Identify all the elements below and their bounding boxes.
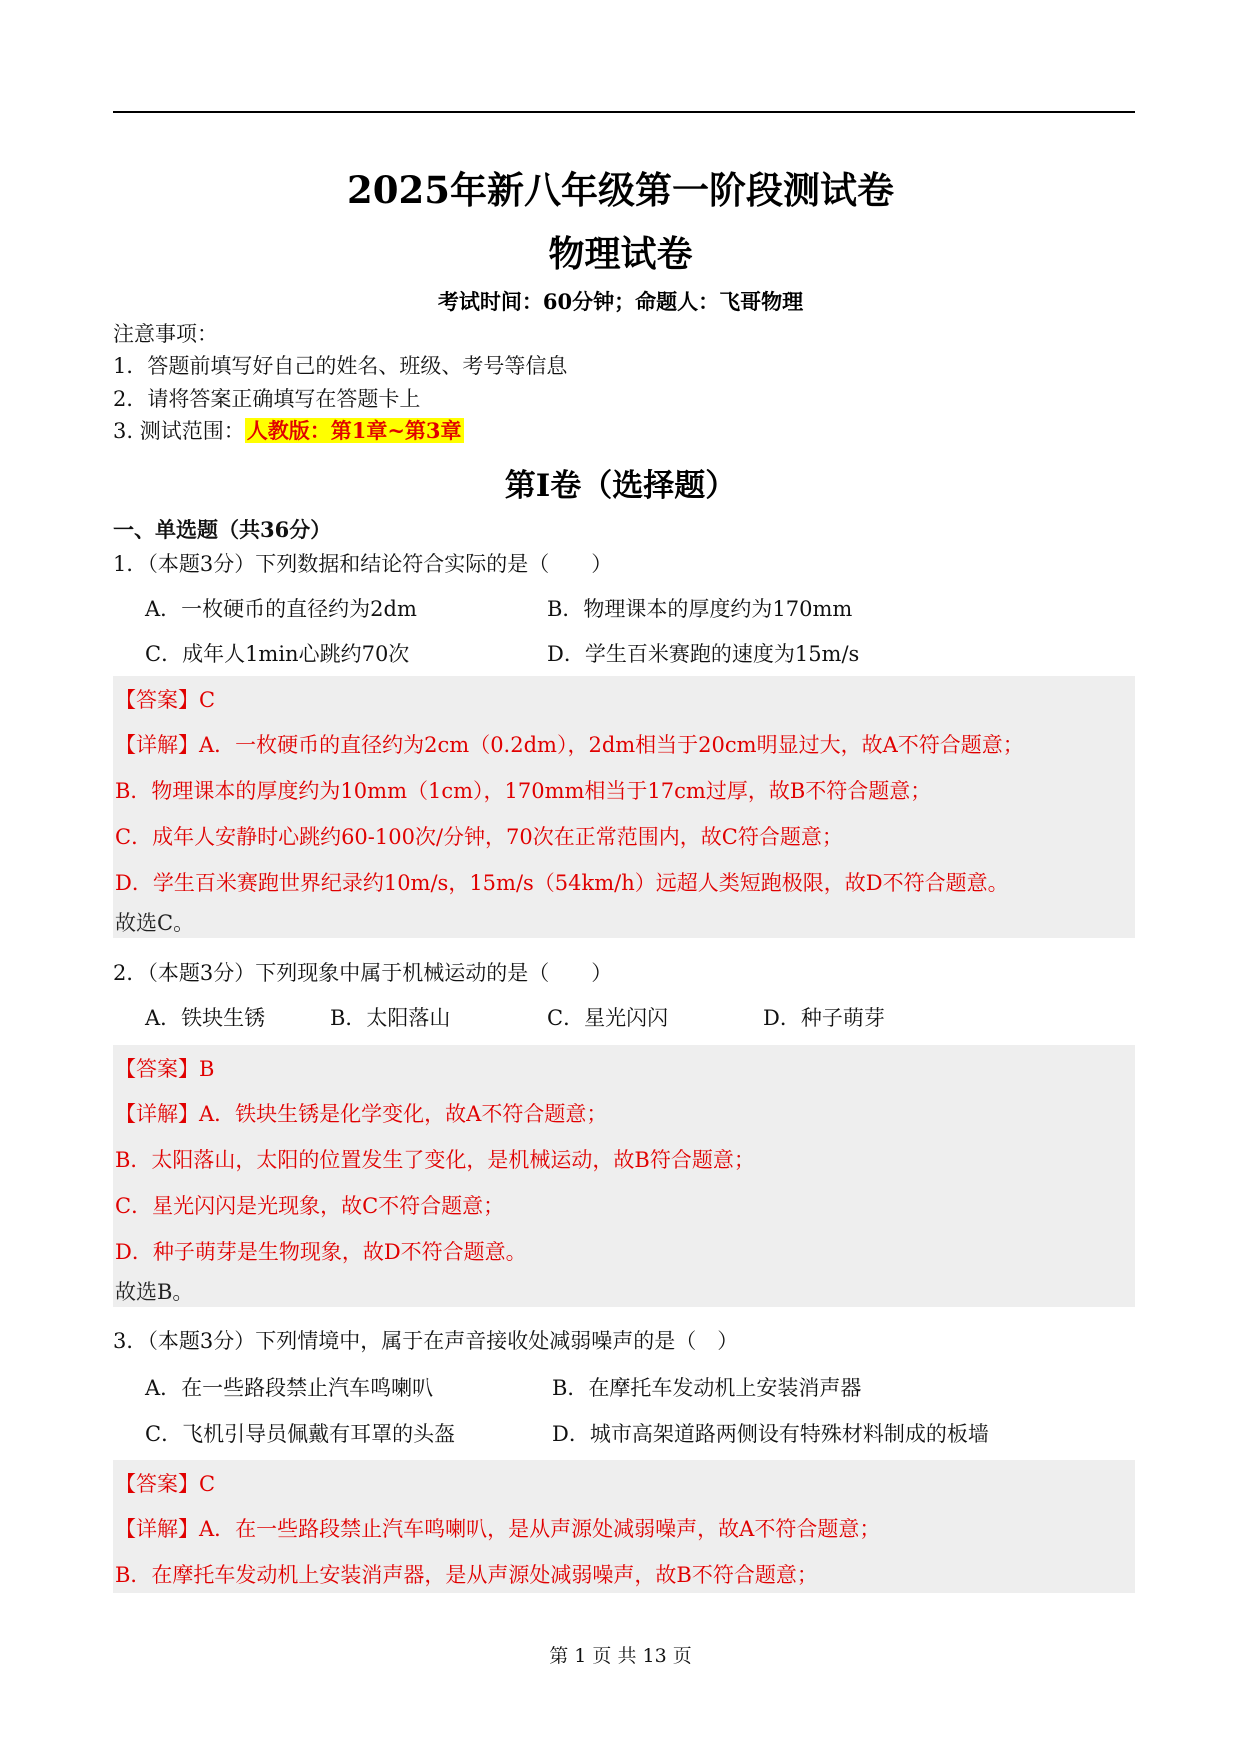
question-3-answer-box — [113, 1460, 1135, 1593]
question-2-analysis-2: B．太阳落山，太阳的位置发生了变化，是机械运动，故B符合题意； — [115, 1148, 755, 1172]
header-rule — [113, 111, 1135, 113]
notice-item-3 — [113, 415, 464, 445]
question-1-answer: 【答案】C — [115, 688, 216, 712]
question-1-answer-box — [113, 676, 1135, 938]
question-1-option-a: A．一枚硬币的直径约为2dm — [145, 597, 417, 621]
section-title: 第Ⅰ卷（选择题） — [504, 468, 737, 504]
notice-scope-highlight: 人教版：第1章~第3章 — [246, 418, 462, 443]
question-3-answer: 【答案】C — [115, 1472, 216, 1496]
question-3-option-d: D．城市高架道路两侧设有特殊材料制成的板墙 — [552, 1422, 989, 1446]
question-1-analysis-2: B．物理课本的厚度约为10mm（1cm），170mm相当于17cm过厚，故B不符合题意； — [115, 779, 932, 803]
question-2-analysis-3: C．星光闪闪是光现象，故C不符合题意； — [115, 1194, 505, 1218]
question-2-analysis-1: 【详解】A．铁块生锈是化学变化，故A不符合题意； — [115, 1102, 608, 1126]
question-1-option-c: C．成年人1min心跳约70次 — [145, 642, 410, 666]
question-2-option-b: B．太阳落山 — [330, 1006, 451, 1030]
question-3-option-c: C．飞机引导员佩戴有耳罩的头盔 — [145, 1422, 456, 1446]
question-3-analysis-1: 【详解】A．在一些路段禁止汽车鸣喇叭，是从声源处减弱噪声，故A不符合题意； — [115, 1517, 881, 1541]
question-3-option-a: A．在一些路段禁止汽车鸣喇叭 — [145, 1376, 434, 1400]
question-type-heading: 一、单选题（共36分） — [113, 517, 332, 542]
question-3-analysis-2: B．在摩托车发动机上安装消声器，是从声源处减弱噪声，故B不符合题意； — [115, 1563, 818, 1587]
question-1-analysis-1: 【详解】A．一枚硬币的直径约为2cm（0.2dm），2dm相当于20cm明显过大，故A不符合题意； — [115, 733, 1024, 757]
question-2-option-a: A．铁块生锈 — [145, 1006, 266, 1030]
notice-scope-label: 3. 测试范围： — [113, 419, 245, 443]
exam-info: 考试时间：60分钟；命题人：飞哥物理 — [437, 289, 804, 314]
question-2-option-c: C．星光闪闪 — [547, 1006, 669, 1030]
notice-item-2: 2．请将答案正确填写在答题卡上 — [113, 387, 421, 411]
question-1-stem: 1．（本题3分）下列数据和结论符合实际的是（ ） — [113, 552, 613, 576]
question-1-analysis-4: D．学生百米赛跑世界纪录约10m/s，15m/s（54km/h）远超人类短跑极限，故D不符合题意。 — [115, 871, 1009, 895]
question-2-conclusion: 故选B。 — [115, 1280, 194, 1304]
exam-title: 2025年新八年级第一阶段测试卷 — [347, 168, 894, 212]
question-2-stem: 2．（本题3分）下列现象中属于机械运动的是（ ） — [113, 961, 613, 985]
notice-heading: 注意事项： — [113, 322, 218, 346]
question-2-analysis-4: D．种子萌芽是生物现象，故D不符合题意。 — [115, 1240, 527, 1264]
question-1-conclusion: 故选C。 — [115, 911, 195, 935]
exam-subject: 物理试卷 — [548, 233, 693, 275]
question-1-option-d: D．学生百米赛跑的速度为15m/s — [547, 642, 860, 666]
question-1-option-b: B．物理课本的厚度约为170mm — [547, 597, 853, 621]
question-2-option-d: D．种子萌芽 — [763, 1006, 885, 1030]
notice-item-1: 1．答题前填写好自己的姓名、班级、考号等信息 — [113, 354, 568, 378]
question-2-answer-box — [113, 1045, 1135, 1307]
question-2-answer: 【答案】B — [115, 1057, 215, 1081]
question-1-analysis-3: C．成年人安静时心跳约60-100次/分钟，70次在正常范围内，故C符合题意； — [115, 825, 843, 849]
page-footer: 第 1 页 共 13 页 — [549, 1645, 692, 1667]
question-3-stem: 3．（本题3分）下列情境中，属于在声音接收处减弱噪声的是（ ） — [113, 1329, 739, 1353]
question-3-option-b: B．在摩托车发动机上安装消声器 — [552, 1376, 862, 1400]
